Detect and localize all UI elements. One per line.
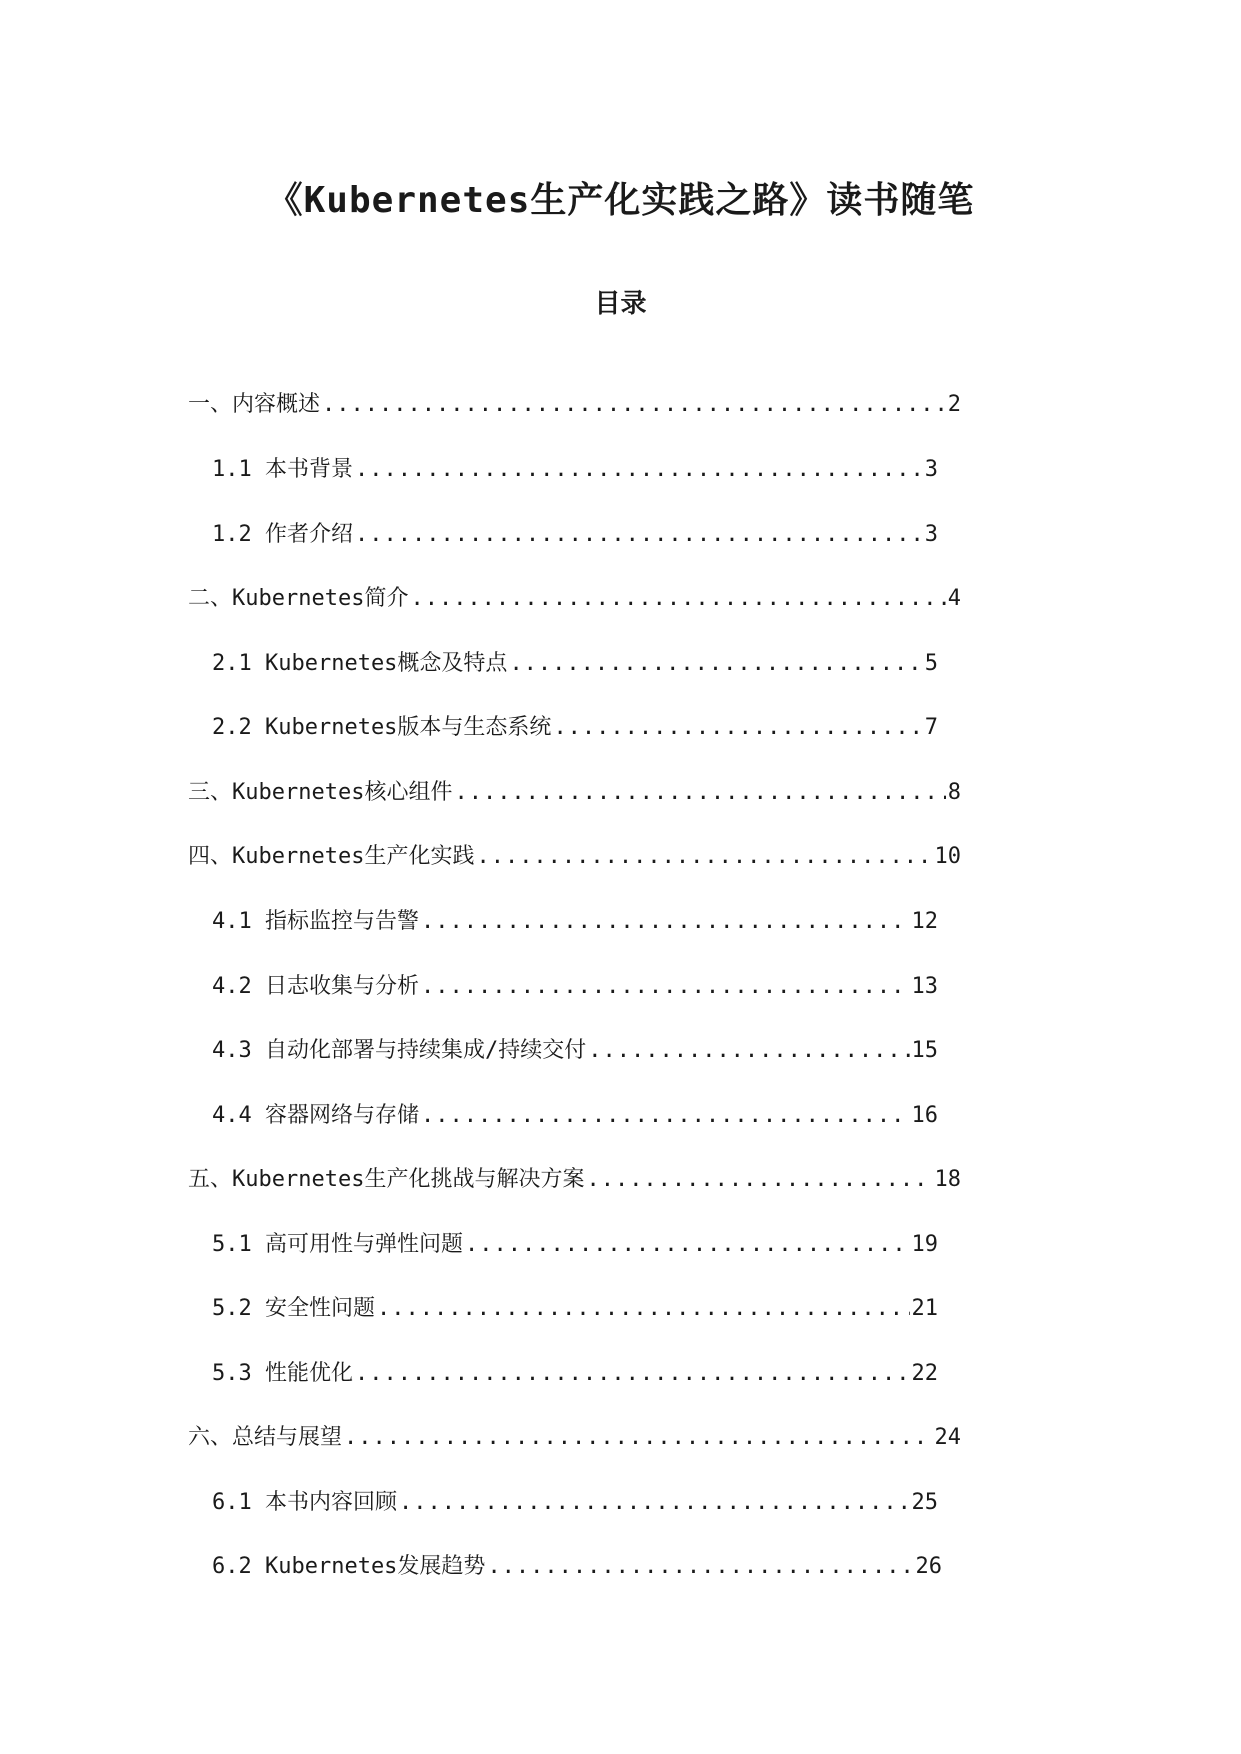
toc-entry-title: 4.2 日志收集与分析: [212, 974, 419, 999]
toc-entry-title: 三、Kubernetes核心组件: [188, 780, 453, 805]
toc-leader-dots: [410, 584, 945, 614]
toc-entry-title: 二、Kubernetes简介: [188, 586, 409, 611]
toc-leader-dots: [377, 1294, 910, 1324]
toc-page-number: 19: [911, 1232, 938, 1257]
toc-entry-title: 5.3 性能优化: [212, 1361, 353, 1386]
toc-entry-title: 1.1 本书背景: [212, 457, 353, 482]
toc-entry-k8s-concepts[interactable]: [212, 649, 938, 679]
toc-leader-dots: [399, 1488, 910, 1518]
toc-leader-dots: [476, 842, 932, 872]
toc-page-number: 12: [911, 909, 938, 934]
toc-entry-author-intro[interactable]: [212, 520, 938, 550]
toc-leader-dots: [487, 1552, 913, 1582]
toc-leader-dots: [322, 390, 946, 420]
toc-page-number: 4: [947, 586, 961, 611]
toc-entry-content-overview[interactable]: [188, 390, 961, 420]
toc-entry-network-storage[interactable]: [212, 1101, 938, 1131]
toc-entry-k8s-versions[interactable]: [212, 713, 938, 743]
toc-entry-title: 一、内容概述: [188, 392, 321, 417]
toc-entry-title: 5.1 高可用性与弹性问题: [212, 1232, 463, 1257]
toc-entry-kubernetes-intro[interactable]: [188, 584, 961, 614]
toc-leader-dots: [509, 649, 922, 679]
toc-leader-dots: [344, 1423, 932, 1453]
toc-entry-content-review[interactable]: [212, 1488, 938, 1518]
toc-entry-k8s-trends[interactable]: [212, 1552, 942, 1582]
toc-page-number: 3: [924, 522, 938, 547]
toc-entry-book-background[interactable]: [212, 455, 938, 485]
toc-page-number: 15: [911, 1038, 938, 1063]
toc-entry-k8s-production-practice[interactable]: [188, 842, 961, 872]
toc-page-number: 24: [934, 1425, 961, 1450]
toc-leader-dots: [586, 1165, 932, 1195]
toc-entry-title: 四、Kubernetes生产化实践: [188, 844, 475, 869]
toc-entry-title: 五、Kubernetes生产化挑战与解决方案: [188, 1167, 585, 1192]
toc-leader-dots: [588, 1036, 909, 1066]
toc-entry-title: 2.1 Kubernetes概念及特点: [212, 651, 508, 676]
toc-page-number: 16: [911, 1103, 938, 1128]
toc-entry-metrics-alerting[interactable]: [212, 907, 938, 937]
toc-entry-title: 4.1 指标监控与告警: [212, 909, 419, 934]
toc-entry-security[interactable]: [212, 1294, 938, 1324]
toc-entry-ci-cd[interactable]: [212, 1036, 938, 1066]
toc-entry-title: 2.2 Kubernetes版本与生态系统: [212, 715, 552, 740]
toc-leader-dots: [355, 1359, 910, 1389]
toc-page-number: 8: [947, 780, 961, 805]
toc-entry-production-challenges[interactable]: [188, 1165, 961, 1195]
toc-leader-dots: [421, 972, 910, 1002]
toc-leader-dots: [421, 907, 910, 937]
toc-page-number: 26: [915, 1554, 942, 1579]
toc-page-number: 7: [924, 715, 938, 740]
toc-page-number: 10: [934, 844, 961, 869]
toc-page-number: 18: [934, 1167, 961, 1192]
toc-entry-title: 6.1 本书内容回顾: [212, 1490, 397, 1515]
toc-leader-dots: [355, 520, 923, 550]
toc-page-number: 2: [947, 392, 961, 417]
toc-entry-title: 六、总结与展望: [188, 1425, 343, 1450]
toc-entry-high-availability[interactable]: [212, 1230, 938, 1260]
toc-leader-dots: [465, 1230, 910, 1260]
toc-leader-dots: [355, 455, 923, 485]
toc-leader-dots: [421, 1101, 910, 1131]
toc-page-number: 5: [924, 651, 938, 676]
document-title: 《Kubernetes生产化实践之路》读书随笔: [266, 180, 975, 222]
toc-entry-title: 1.2 作者介绍: [212, 522, 353, 547]
toc-page-number: 22: [911, 1361, 938, 1386]
toc-entry-k8s-core-components[interactable]: [188, 778, 961, 808]
toc-page-number: 13: [911, 974, 938, 999]
toc-leader-dots: [553, 713, 922, 743]
toc-page-number: 25: [911, 1490, 938, 1515]
toc-page-number: 3: [924, 457, 938, 482]
toc-entry-title: 4.4 容器网络与存储: [212, 1103, 419, 1128]
toc-heading: 目录: [594, 289, 647, 319]
toc-entry-title: 5.2 安全性问题: [212, 1296, 375, 1321]
toc-entry-log-collection[interactable]: [212, 972, 938, 1002]
toc-leader-dots: [454, 778, 945, 808]
toc-entry-title: 6.2 Kubernetes发展趋势: [212, 1554, 486, 1579]
toc-entry-performance[interactable]: [212, 1359, 938, 1389]
toc-entry-title: 4.3 自动化部署与持续集成/持续交付: [212, 1038, 587, 1063]
toc-entry-summary-outlook[interactable]: [188, 1423, 961, 1453]
toc-page-number: 21: [911, 1296, 938, 1321]
